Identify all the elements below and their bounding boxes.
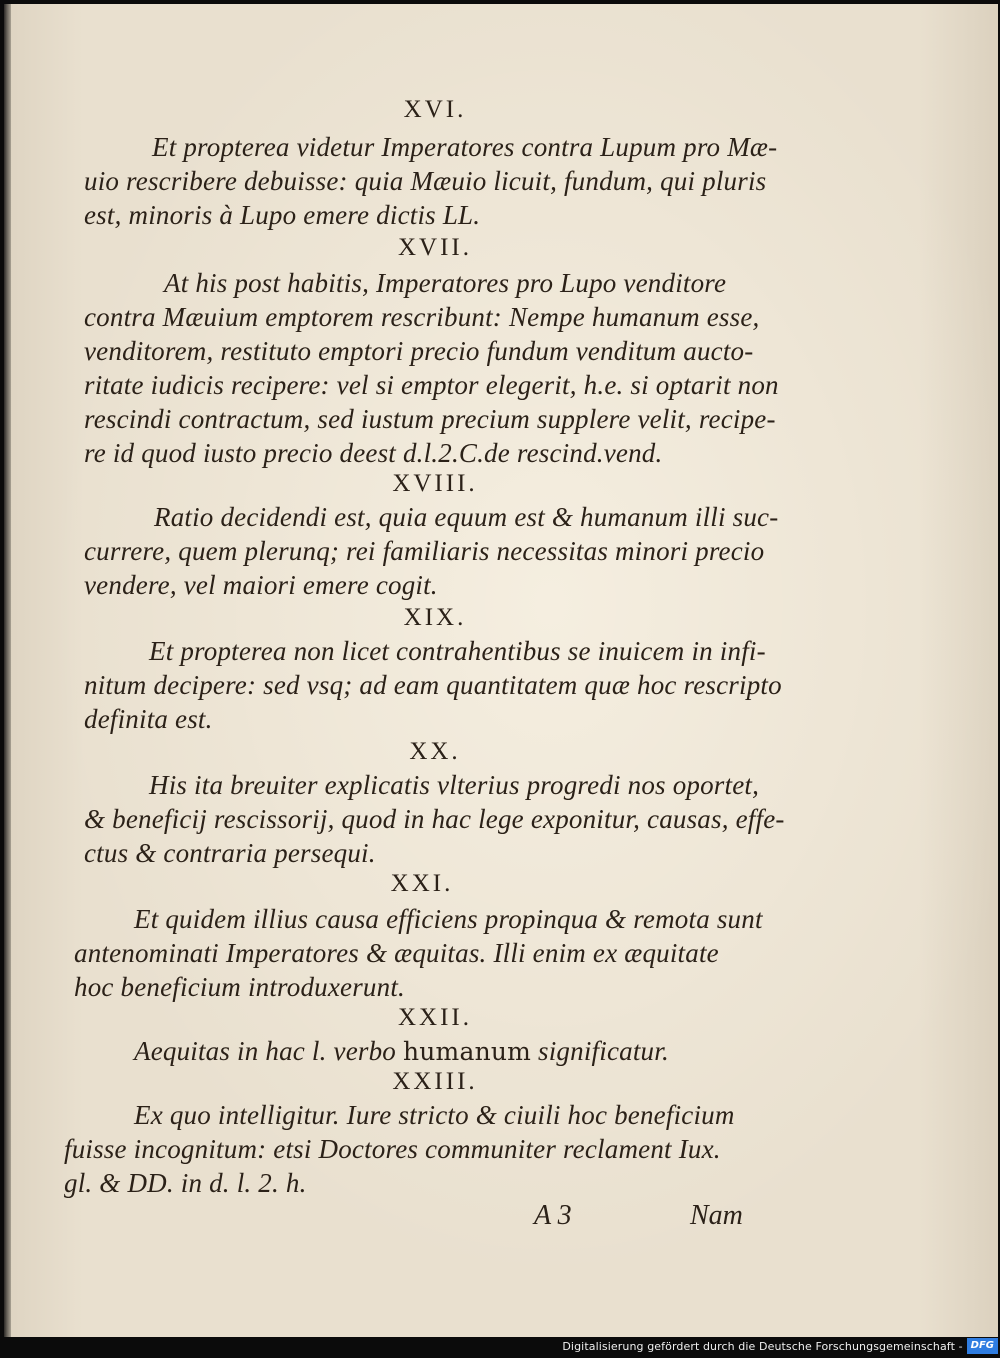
text-line: contra Mæuium emptorem rescribunt: Nempe humanum esse, xyxy=(84,302,760,332)
text-line: Et propterea videtur Imperatores contra Lupum pro Mæ- xyxy=(152,132,778,162)
text-line: hoc beneficium introduxerunt. xyxy=(74,972,405,1002)
section-heading-18: XVIII. xyxy=(392,470,478,497)
text-line: est, minoris à Lupo emere dictis LL. xyxy=(84,200,481,230)
text-line: His ita breuiter explicatis vlterius progredi nos oportet, xyxy=(149,770,760,800)
section-heading-17: XVII. xyxy=(397,234,472,261)
text-line: definita est. xyxy=(84,704,213,734)
text-fragment: Aequitas in hac l. verbo xyxy=(134,1036,403,1066)
section-heading-22: XXII. xyxy=(397,1004,472,1031)
text-line xyxy=(134,1036,669,1067)
text-line: rescindi contractum, sed iustum precium supplere velit, recipe- xyxy=(84,404,776,434)
catchword: Nam xyxy=(690,1200,743,1231)
text-line: venditorem, restituto emptori precio fundum venditum aucto- xyxy=(84,336,754,366)
credit-text: Digitalisierung gefördert durch die Deutsche Forschungsgemeinschaft - xyxy=(562,1339,963,1353)
text-line: vendere, vel maiori emere cogit. xyxy=(84,570,438,600)
text-line: Et quidem illius causa efficiens propinqua & remota sunt xyxy=(134,904,763,934)
digitization-credit xyxy=(562,1336,998,1356)
text-line: re id quod iusto precio deest d.l.2.C.de rescind.vend. xyxy=(84,438,663,468)
text-line: Ex quo intelligitur. Iure stricto & ciuili hoc beneficium xyxy=(134,1100,735,1130)
text-line: & beneficij rescissorij, quod in hac lege exponitur, causas, effe- xyxy=(84,804,785,834)
text-line: Ratio decidendi est, quia equum est & humanum illi suc- xyxy=(154,502,779,532)
roman-word: humanum xyxy=(402,1037,532,1066)
text-fragment: significatur. xyxy=(531,1036,669,1066)
text-line: nitum decipere: sed vsq; ad eam quantitatem quæ hoc rescripto xyxy=(84,670,782,700)
section-heading-20: XX. xyxy=(409,738,461,765)
text-line: uio rescribere debuisse: quia Mæuio licuit, fundum, qui pluris xyxy=(84,166,767,196)
signature-mark: A 3 xyxy=(534,1200,572,1231)
scanned-page xyxy=(4,4,998,1337)
text-line: gl. & DD. in d. l. 2. h. xyxy=(64,1168,307,1198)
section-heading-21: XXI. xyxy=(390,870,454,897)
section-heading-23: XXIII. xyxy=(392,1068,478,1095)
text-line: ctus & contraria persequi. xyxy=(84,838,376,868)
section-heading-19: XIX. xyxy=(403,604,467,631)
text-line: At his post habitis, Imperatores pro Lupo venditore xyxy=(164,268,727,298)
text-line: ritate iudicis recipere: vel si emptor elegerit, h.e. si optarit non xyxy=(84,370,779,400)
text-line: antenominati Imperatores & æquitas. Illi enim ex æquitate xyxy=(74,938,719,968)
text-line: currere, quem plerunq; rei familiaris necessitas minori precio xyxy=(84,536,765,566)
section-heading-16: XVI. xyxy=(403,96,467,123)
text-line: Et propterea non licet contrahentibus se inuicem in infi- xyxy=(149,636,766,666)
page-text xyxy=(4,4,998,1337)
dfg-logo: DFG xyxy=(967,1338,998,1354)
text-line: fuisse incognitum: etsi Doctores communiter reclament Iux. xyxy=(64,1134,721,1164)
